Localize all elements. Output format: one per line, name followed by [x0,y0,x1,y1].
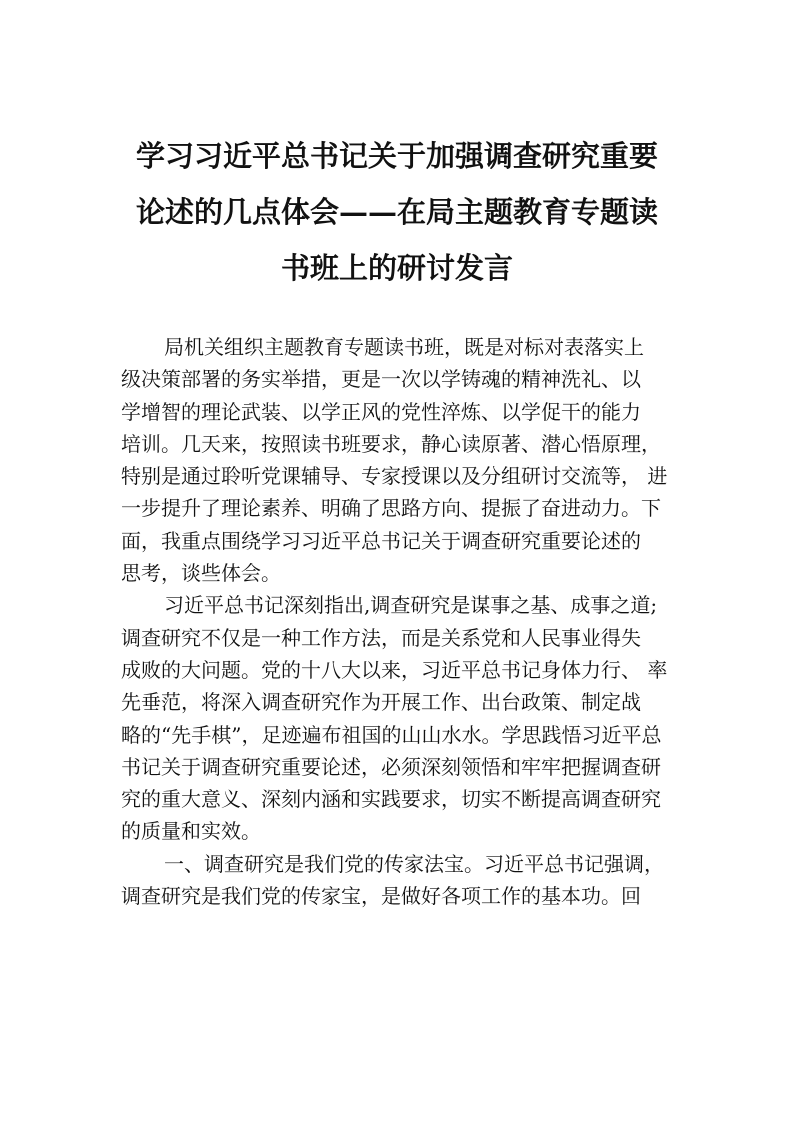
text-line: 的质量和实效。 [121,819,261,844]
title-line: 书班上的研讨发言 [280,251,513,285]
text-line: 略的“先手棋”，足迹遍布祖国的山山水水。学思践悟习近平总 [121,722,662,747]
text-line: 级决策部署的务实举措，更是一次以学铸魂的精神洗礼、以 [121,367,641,392]
text-line: 究的重大意义、深刻内涵和实践要求，切实不断提高调查研究 [121,787,661,812]
text-line: 培训。几天来，按照读书班要求，静心读原著、潜心悟原理， [121,431,661,456]
paragraph-core-statement [121,589,701,847]
paragraph-section-one [121,848,701,913]
text-line: 调查研究不仅是一种工作方法，而是关系党和人民事业得失 [121,625,641,650]
text-line: 调查研究是我们党的传家宝，是做好各项工作的基本功。回 [121,884,641,909]
text-line: 面，我重点围绕学习习近平总书记关于调查研究重要论述的 [121,528,641,553]
title-line: 学习习近平总书记关于加强调查研究重要 [135,139,658,173]
document-body [121,331,701,912]
text-line: 书记关于调查研究重要论述，必须深刻领悟和牢牢把握调查研 [121,754,661,779]
text-line: 思考，谈些体会。 [121,561,281,586]
paragraph-intro [121,331,701,589]
text-line: 先垂范，将深入调查研究作为开展工作、出台政策、制定战 [121,690,641,715]
text-line: 一步提升了理论素养、明确了思路方向、提振了奋进动力。下 [121,496,661,521]
text-line: 学增智的理论武装、以学正风的党性淬炼、以学促干的能力 [121,399,641,424]
text-line: 局机关组织主题教育专题读书班，既是对标对表落实上 [164,335,644,359]
document-title [90,128,704,296]
text-line: 特别是通过聆听党课辅导、专家授课以及分组研讨交流等， 进 [121,464,668,489]
text-line: 成败的大问题。党的十八大以来，习近平总书记身体力行、 率 [121,657,668,682]
text-line: 一、调查研究是我们党的传家法宝。习近平总书记强调， [164,851,664,876]
text-line: 习近平总书记深刻指出,调查研究是谋事之基、成事之道; [164,593,658,618]
title-line: 论述的几点体会——在局主题教育专题读 [135,195,658,229]
